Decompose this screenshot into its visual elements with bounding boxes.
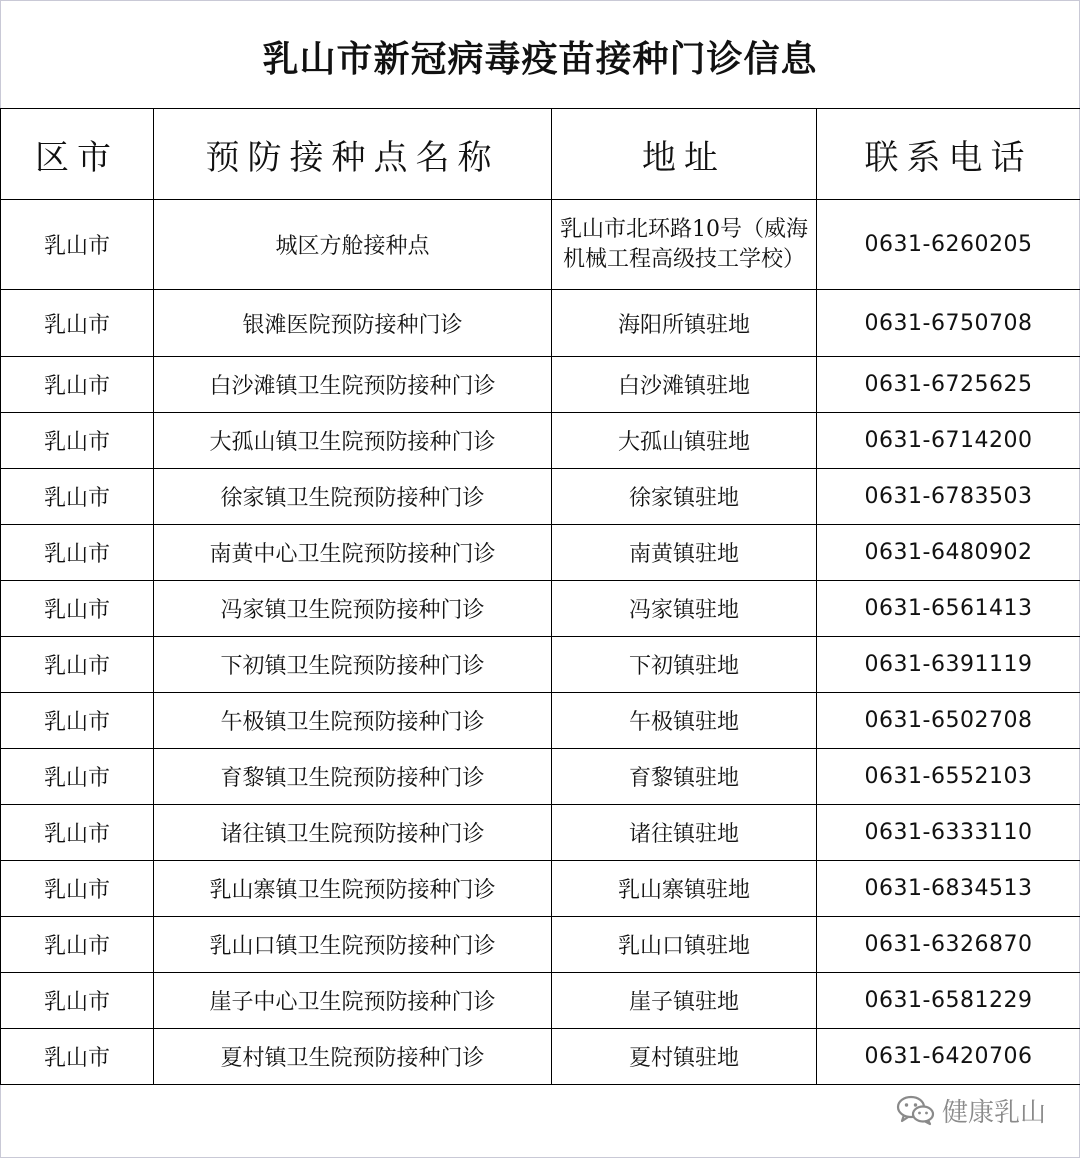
address-cell: 午极镇驻地: [552, 693, 817, 749]
district-cell: 乳山市: [1, 749, 154, 805]
district-cell: 乳山市: [1, 581, 154, 637]
district-cell: 乳山市: [1, 805, 154, 861]
address-cell: 白沙滩镇驻地: [552, 357, 817, 413]
table-row: [1, 861, 1080, 917]
site-name-cell: 乳山口镇卫生院预防接种门诊: [154, 917, 552, 973]
address-cell: 乳山口镇驻地: [552, 917, 817, 973]
district-cell: 乳山市: [1, 917, 154, 973]
site-name-cell: 崖子中心卫生院预防接种门诊: [154, 973, 552, 1029]
address-cell: [552, 200, 817, 290]
phone-cell: 0631-6834513: [817, 861, 1080, 917]
table-row: [1, 200, 1080, 290]
table-row: [1, 749, 1080, 805]
district-cell: 乳山市: [1, 973, 154, 1029]
table-row: [1, 637, 1080, 693]
phone-cell: 0631-6725625: [817, 357, 1080, 413]
table-row: [1, 413, 1080, 469]
district-cell: 乳山市: [1, 525, 154, 581]
site-name-cell: 白沙滩镇卫生院预防接种门诊: [154, 357, 552, 413]
district-cell: 乳山市: [1, 1029, 154, 1085]
district-cell: 乳山市: [1, 469, 154, 525]
header-phone: 联系电话: [817, 109, 1080, 200]
site-name-cell: 诸往镇卫生院预防接种门诊: [154, 805, 552, 861]
site-name-cell: 冯家镇卫生院预防接种门诊: [154, 581, 552, 637]
district-cell: 乳山市: [1, 200, 154, 290]
site-name-cell: 城区方舱接种点: [154, 200, 552, 290]
address-cell: 大孤山镇驻地: [552, 413, 817, 469]
table-row: [1, 1029, 1080, 1085]
address-cell: 夏村镇驻地: [552, 1029, 817, 1085]
phone-cell: 0631-6333110: [817, 805, 1080, 861]
site-name-cell: 午极镇卫生院预防接种门诊: [154, 693, 552, 749]
clinic-table: [0, 108, 1080, 1085]
address-cell: 诸往镇驻地: [552, 805, 817, 861]
district-cell: 乳山市: [1, 637, 154, 693]
table-row: [1, 973, 1080, 1029]
address-cell: 下初镇驻地: [552, 637, 817, 693]
site-name-cell: 下初镇卫生院预防接种门诊: [154, 637, 552, 693]
phone-cell: 0631-6783503: [817, 469, 1080, 525]
watermark: [896, 1093, 1046, 1127]
phone-cell: 0631-6502708: [817, 693, 1080, 749]
header-address: 地址: [552, 109, 817, 200]
site-name-cell: 夏村镇卫生院预防接种门诊: [154, 1029, 552, 1085]
table-row: [1, 805, 1080, 861]
header-row: [1, 109, 1080, 200]
table-row: [1, 581, 1080, 637]
address-line: 乳山市北环路10号（威海: [560, 216, 808, 242]
address-line: 机械工程高级技工学校）: [562, 246, 805, 272]
site-name-cell: 南黄中心卫生院预防接种门诊: [154, 525, 552, 581]
district-cell: 乳山市: [1, 693, 154, 749]
table-row: [1, 917, 1080, 973]
district-cell: 乳山市: [1, 861, 154, 917]
address-cell: 乳山寨镇驻地: [552, 861, 817, 917]
site-name-cell: 育黎镇卫生院预防接种门诊: [154, 749, 552, 805]
watermark-text: 健康乳山: [941, 1097, 1046, 1128]
phone-cell: 0631-6420706: [817, 1029, 1080, 1085]
site-name-cell: 徐家镇卫生院预防接种门诊: [154, 469, 552, 525]
header-site-name: 预防接种点名称: [154, 109, 552, 200]
address-cell: 育黎镇驻地: [552, 749, 817, 805]
district-cell: 乳山市: [1, 357, 154, 413]
district-cell: 乳山市: [1, 290, 154, 357]
phone-cell: 0631-6552103: [817, 749, 1080, 805]
address-cell: 徐家镇驻地: [552, 469, 817, 525]
district-cell: 乳山市: [1, 413, 154, 469]
phone-cell: 0631-6480902: [817, 525, 1080, 581]
phone-cell: 0631-6260205: [817, 200, 1080, 290]
phone-cell: 0631-6391119: [817, 637, 1080, 693]
table-row: [1, 290, 1080, 357]
address-cell: 海阳所镇驻地: [552, 290, 817, 357]
table-row: [1, 525, 1080, 581]
phone-cell: 0631-6714200: [817, 413, 1080, 469]
table-row: [1, 693, 1080, 749]
page-title: 乳山市新冠病毒疫苗接种门诊信息: [262, 39, 818, 80]
header-district: 区市: [1, 109, 154, 200]
phone-cell: 0631-6561413: [817, 581, 1080, 637]
site-name-cell: 乳山寨镇卫生院预防接种门诊: [154, 861, 552, 917]
wechat-icon: [896, 1094, 936, 1126]
site-name-cell: 大孤山镇卫生院预防接种门诊: [154, 413, 552, 469]
phone-cell: 0631-6326870: [817, 917, 1080, 973]
phone-cell: 0631-6750708: [817, 290, 1080, 357]
address-cell: 崖子镇驻地: [552, 973, 817, 1029]
table-row: [1, 357, 1080, 413]
address-cell: 冯家镇驻地: [552, 581, 817, 637]
address-cell: 南黄镇驻地: [552, 525, 817, 581]
table-row: [1, 469, 1080, 525]
phone-cell: 0631-6581229: [817, 973, 1080, 1029]
site-name-cell: 银滩医院预防接种门诊: [154, 290, 552, 357]
